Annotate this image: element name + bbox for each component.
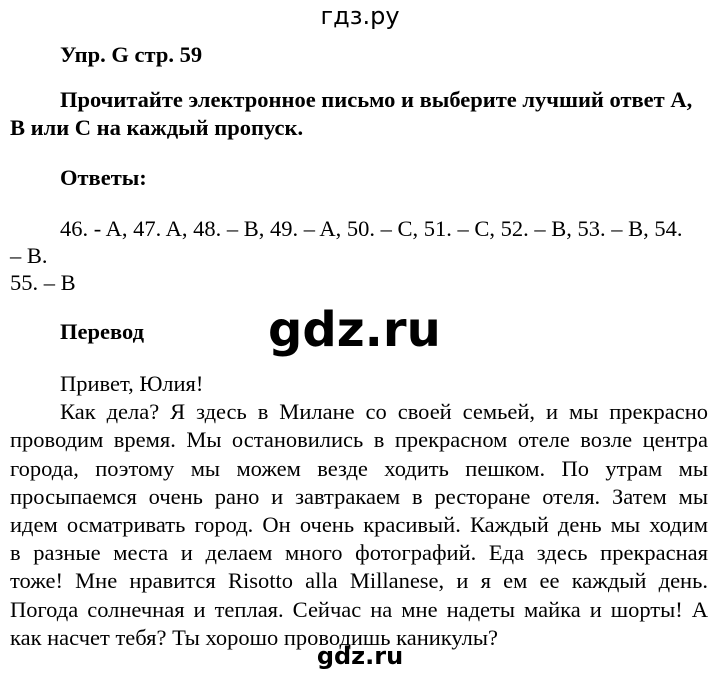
answers-title: Ответы:: [60, 165, 147, 190]
task-line-2: B или C на каждый пропуск.: [10, 115, 304, 140]
answers-line-2: – B.: [10, 243, 48, 268]
watermark-bottom: gdz.ru: [316, 642, 404, 670]
watermark-middle: gdz.ru: [268, 302, 441, 358]
letter-line: города, поэтому мы можем везде ходить пешком. По утрам мы: [10, 455, 708, 481]
watermark-top: гдз.ру: [320, 2, 400, 30]
answers-block: [10, 215, 708, 296]
answers-line-1: 46. - A, 47. A, 48. – B, 49. – A, 50. – C, 51. – C, 52. – B, 53. – B, 54.: [60, 216, 683, 241]
letter-line: идем осматривать город. Он очень красивый. Каждый день мы ходим: [10, 512, 708, 538]
letter-text: [10, 370, 708, 652]
answers-line-3: 55. – B: [10, 270, 76, 295]
letter-line: в разные места и делаем много фотографий. Еда здесь прекрасная: [10, 540, 708, 566]
letter-greeting: Привет, Юлия!: [60, 371, 204, 396]
letter-line: Как дела? Я здесь в Милане со своей семьей, и мы прекрасно: [60, 399, 708, 425]
letter-line: как насчет тебя? Ты хорошо проводишь каникулы?: [10, 624, 499, 650]
task-line-1: Прочитайте электронное письмо и выберите лучший ответ A,: [60, 87, 693, 112]
letter-line: Погода солнечная и теплая. Сейчас на мне надеты майка и шорты! А: [10, 596, 708, 622]
translation-title: Перевод: [60, 319, 144, 344]
letter-line: тоже! Мне нравится Risotto alla Millanese, и я ем ее каждый день.: [10, 568, 708, 594]
task-instruction: [10, 86, 706, 142]
letter-line: просыпаемся очень рано и завтракаем в ресторане отеля. Затем мы: [10, 483, 708, 509]
exercise-heading: Упр. G стр. 59: [60, 42, 203, 67]
letter-line: проводим время. Мы остановились в прекрасном отеле возле центра: [10, 427, 708, 453]
